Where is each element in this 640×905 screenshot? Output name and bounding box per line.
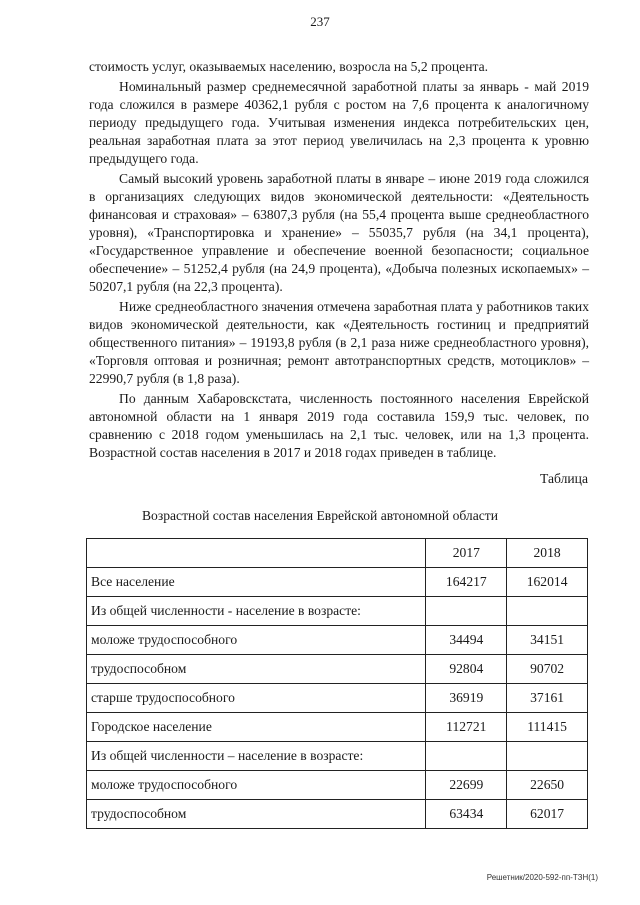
- table-cell: 34151: [507, 626, 588, 655]
- table-label: Таблица: [540, 471, 588, 486]
- table-cell: 22650: [507, 771, 588, 800]
- table-cell: [426, 742, 507, 771]
- table-cell: 92804: [426, 655, 507, 684]
- page-number: 237: [310, 14, 330, 29]
- table-cell: Все население: [87, 568, 426, 597]
- table-header-row: [87, 539, 588, 568]
- paragraph: Ниже среднеобластного значения отмечена заработная плата у работников таких видов экономической деятельности, как «Деятельность гостиниц и предприятий общественного питания» – 19193,8 рубля (в 2,1 раза ниже среднеобластного уровня), «Торговля оптовая и розничная; ремонт автотранспортных средств, мотоциклов» – 22990,7 рубля (в 1,8 раза).: [89, 299, 589, 386]
- table-row: [87, 684, 588, 713]
- table-header-cell: 2017: [426, 539, 507, 568]
- table-cell: 36919: [426, 684, 507, 713]
- table-row: [87, 713, 588, 742]
- table-cell: 162014: [507, 568, 588, 597]
- paragraph: Номинальный размер среднемесячной заработной платы за январь - май 2019 года сложился в размере 40362,1 рубля с ростом на 7,6 процента к аналогичному периоду предыдущего года. Учитывая изменения индекса потребительских цен, реальная заработная плата за этот период увеличилась на 2,3 процента к уровню предыдущего года.: [89, 79, 589, 166]
- table-cell: 90702: [507, 655, 588, 684]
- population-table: [86, 538, 588, 829]
- table-cell: 111415: [507, 713, 588, 742]
- table-cell: 22699: [426, 771, 507, 800]
- table-cell: 34494: [426, 626, 507, 655]
- table-cell: 37161: [507, 684, 588, 713]
- table-row: [87, 742, 588, 771]
- paragraph: По данным Хабаровскстата, численность постоянного населения Еврейской автономной области на 1 января 2019 года составила 159,9 тыс. человек, по сравнению с 2018 годом уменьшилась на 2,1 тыс. человек, или на 1,3 процента. Возрастной состав населения в 2017 и 2018 годах приведен в таблице.: [89, 391, 589, 460]
- paragraph: стоимость услуг, оказываемых населению, возросла на 5,2 процента.: [89, 59, 489, 74]
- table-cell: трудоспособном: [87, 800, 426, 829]
- table-row: [87, 800, 588, 829]
- body-text: [89, 58, 589, 464]
- table-cell: Городское население: [87, 713, 426, 742]
- table-cell: 164217: [426, 568, 507, 597]
- table-header-cell: [87, 539, 426, 568]
- table-cell: 63434: [426, 800, 507, 829]
- table-row: [87, 655, 588, 684]
- table-cell: Из общей численности - население в возрасте:: [87, 597, 426, 626]
- table-header-cell: 2018: [507, 539, 588, 568]
- table-cell: 62017: [507, 800, 588, 829]
- table-cell: [426, 597, 507, 626]
- table-cell: старше трудоспособного: [87, 684, 426, 713]
- table-cell: моложе трудоспособного: [87, 626, 426, 655]
- table-title: Возрастной состав населения Еврейской автономной области: [141, 508, 499, 523]
- table-cell: трудоспособном: [87, 655, 426, 684]
- table-row: [87, 626, 588, 655]
- table-row: [87, 597, 588, 626]
- paragraph: Самый высокий уровень заработной платы в январе – июне 2019 года сложился в организациях следующих видов экономической деятельности: «Деятельность финансовая и страховая» – 63807,3 рубля (на 55,4 процента выше среднеобластного уровня), «Транспортировка и хранение» – 55035,7 рубля (на 34,1 процента), «Государственное управление и обеспечение военной безопасности; социальное обеспечение» – 51252,4 рубля (на 24,9 процента), «Добыча полезных ископаемых» – 50207,1 рубля (на 22,3 процента).: [89, 171, 589, 294]
- table-cell: [507, 597, 588, 626]
- table-row: [87, 771, 588, 800]
- table-cell: [507, 742, 588, 771]
- table-cell: Из общей численности – население в возрасте:: [87, 742, 426, 771]
- document-stamp: Решетник/2020-592-пп-ТЗН(1): [486, 873, 598, 882]
- table-row: [87, 568, 588, 597]
- table-cell: 112721: [426, 713, 507, 742]
- table-cell: моложе трудоспособного: [87, 771, 426, 800]
